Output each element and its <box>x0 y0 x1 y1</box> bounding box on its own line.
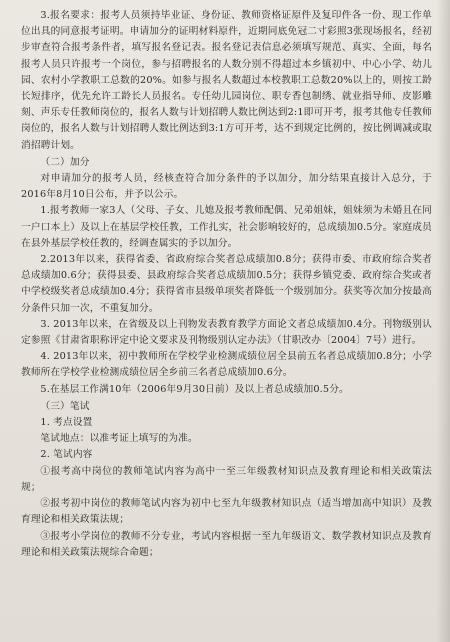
paragraph-content-middle-school: ②报考初中岗位的教师笔试内容为初中七至九年级教材知识点（适当增加高中知识）及教育理论和相关政策法规； <box>21 498 432 526</box>
section-heading-bonus-points: （二）加分 <box>40 156 90 168</box>
subheading-exam-site-setup: 1. 考点设置 <box>40 417 93 429</box>
paragraph-bonus-service-years: 5.在基层工作满10年（2006年9月30日前）及以上者总成绩加0.5分。 <box>40 383 349 395</box>
paragraph-bonus-intro: 对申请加分的报考人员，经核查符合加分条件的予以加分，加分结果直接计入总分，于2016年8月10日公布，并予以公示。 <box>21 173 432 201</box>
subheading-exam-content: 2. 笔试内容 <box>40 449 93 461</box>
paragraph-bonus-test-scores: 4. 2013年以来，初中教师所在学校学业检测成绩位居全县前五名者总成绩加0.8分；小学教师所在学校学业检测成绩位居全乡前三名者总成绩加0.6分。 <box>21 351 432 379</box>
paragraph-bonus-papers: 3. 2013年以来，在省级及以上刊物发表教育教学方面论文者总成绩加0.4分。刊物级别认定参照《甘肃省职称评定中论文要求及刊物级别认定办法》（甘职改办〔2004〕7号）进行。 <box>21 318 432 347</box>
paragraph-bonus-family: 1.报考教师一家3人（父母、子女、儿媳及报考教师配偶、兄弟姐妹，姐妹须为未婚且在同一户口本上）及以上在基层学校任教，工作扎实，社会影响较好的，总成绩加0.5分。家庭成员在县外基层学校任教的，经调查属实的予以加分。 <box>21 205 432 249</box>
paragraph-bonus-awards: 2.2013年以来，获得省委、省政府综合奖者总成绩加0.8分；获得市委、市政府综合奖者总成绩加0.6分；获得县委、县政府综合奖者总成绩加0.5分；获得乡镇党委、政府综合奖或者中学校级奖者总成绩加0.4分；获得省市县级单项奖者降低一个级别加分。获奖等次加分按最高分条件只加一次，不重复加分。 <box>21 254 432 314</box>
paragraph-exam-location: 笔试地点：以准考证上填写的为准。 <box>40 433 198 445</box>
paragraph-content-primary-school: ③报考小学岗位的教师不分专业，考试内容根据一至九年级语文、数学教材知识点及教育理论和相关政策法规综合命题； <box>21 530 432 558</box>
page-edge-shadow <box>436 0 450 642</box>
paragraph-registration-requirements: 3.报名要求：报考人员须持毕业证、身份证、教师资格证原件及复印件各一份、现工作单位出具的同意报考证明。申请加分的证明材料原件，近期同底免冠二寸彩照3张现场报名，经初步审查符合报考条件者，填写报名登记表。报名登记表信息必须填写规范、真实、全面，每名报考人员只许报考一个岗位，参与招聘报名的人数分别不得超过本乡镇初中、中心小学、幼儿园、农村小学教职工总数的20%。如参与报名人数超过本校教职工总数20%以上的，则按工龄长短排序，优先允许工龄长人员报名。专任幼儿园岗位、职专香包制绣、就业指导师、皮影雕刻、声乐专任教师岗位的，报名人数与计划招聘人数比例达到2:1即可开考，报考其他专任教师岗位的，报名人数与计划招聘人数比例达到3:1方可开考，达不到规定比例的，按比例调减或取消招聘计划。 <box>21 10 432 151</box>
paragraph-content-high-school: ①报考高中岗位的教师笔试内容为高中一至三年级教材知识点及教育理论和相关政策法规； <box>21 465 432 493</box>
section-heading-written-exam: （三）笔试 <box>40 400 90 412</box>
